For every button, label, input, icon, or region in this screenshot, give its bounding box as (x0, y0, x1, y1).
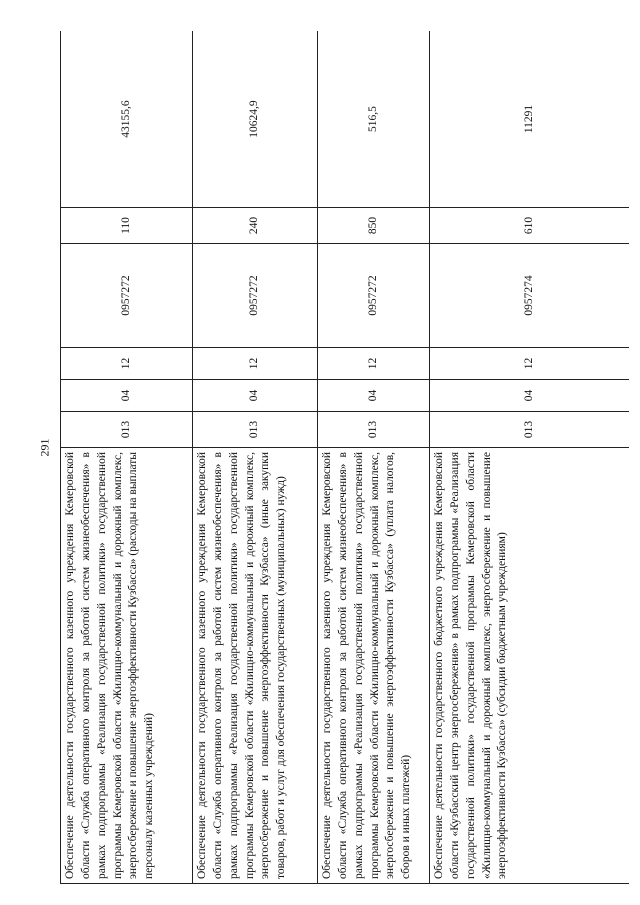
amount: 11291 (430, 31, 630, 208)
row-description: Обеспечение деятельности государственного бюджетного учреждения Кемеровской области «Кузбасский центр энергосбережения» в рамках подпрограммы «Реализация государственной политики» государственной программы Кемеровской области «Жилищно-коммунальный и дорожный комплекс, энергосбережение и повышение энергоэффективности Кузбасса» (субсидии бюджетным учреждениям) (430, 448, 630, 884)
ministry-code: 013 (318, 412, 430, 448)
target-article-code: 0957274 (430, 244, 630, 348)
ministry-code: 013 (193, 412, 318, 448)
subsection-code: 12 (61, 348, 193, 380)
row-description: Обеспечение деятельности государственного казенного учреждения Кемеровской области «Служба оперативного контроля за работой систем жизнеобеспечения» в рамках подпрограммы «Реализация государственной политики» государственной программы Кемеровской области «Жилищно-коммунальный и дорожный комплекс, энергосбережение и повышение энергоэффективности Кузбасса» (расходы на выплаты персоналу казенных учреждений) (61, 448, 193, 884)
ministry-code: 013 (61, 412, 193, 448)
section-code: 04 (430, 380, 630, 412)
expense-type-code: 110 (61, 208, 193, 244)
target-article-code: 0957272 (193, 244, 318, 348)
subsection-code: 12 (430, 348, 630, 380)
row-description: Обеспечение деятельности государственного казенного учреждения Кемеровской области «Служба оперативного контроля за работой систем жизнеобеспечения» в рамках подпрограммы «Реализация государственной политики» государственной программы Кемеровской области «Жилищно-коммунальный и дорожный комплекс, энергосбережение и повышение энергоэффективности Кузбасса» (уплата налогов, сборов и иных платежей) (318, 448, 430, 884)
target-article-code: 0957272 (318, 244, 430, 348)
section-code: 04 (193, 380, 318, 412)
expense-type-code: 850 (318, 208, 430, 244)
budget-table-area (60, 31, 629, 884)
target-article-code: 0957272 (61, 244, 193, 348)
amount: 516,5 (318, 31, 430, 208)
expense-type-code: 240 (193, 208, 318, 244)
ministry-code: 013 (430, 412, 630, 448)
budget-table (60, 31, 629, 884)
row-description: Обеспечение деятельности государственного казенного учреждения Кемеровской области «Служба оперативного контроля за работой систем жизнеобеспечения» в рамках подпрограммы «Реализация государственной политики» государственной программы Кемеровской области «Жилищно-коммунальный и дорожный комплекс, энергосбережение и повышение энергоэффективности Кузбасса» (иные закупки товаров, работ и услуг для обеспечения государственных (муниципальных) нужд) (193, 448, 318, 884)
section-code: 04 (318, 380, 430, 412)
table-row (61, 31, 193, 884)
amount: 43155,6 (61, 31, 193, 208)
budget-table-rotated (60, 31, 629, 884)
subsection-code: 12 (318, 348, 430, 380)
amount: 10624,9 (193, 31, 318, 208)
table-row (430, 31, 630, 884)
table-row (193, 31, 318, 884)
table-row (318, 31, 430, 884)
page-number: 291 (37, 438, 52, 457)
section-code: 04 (61, 380, 193, 412)
expense-type-code: 610 (430, 208, 630, 244)
subsection-code: 12 (193, 348, 318, 380)
